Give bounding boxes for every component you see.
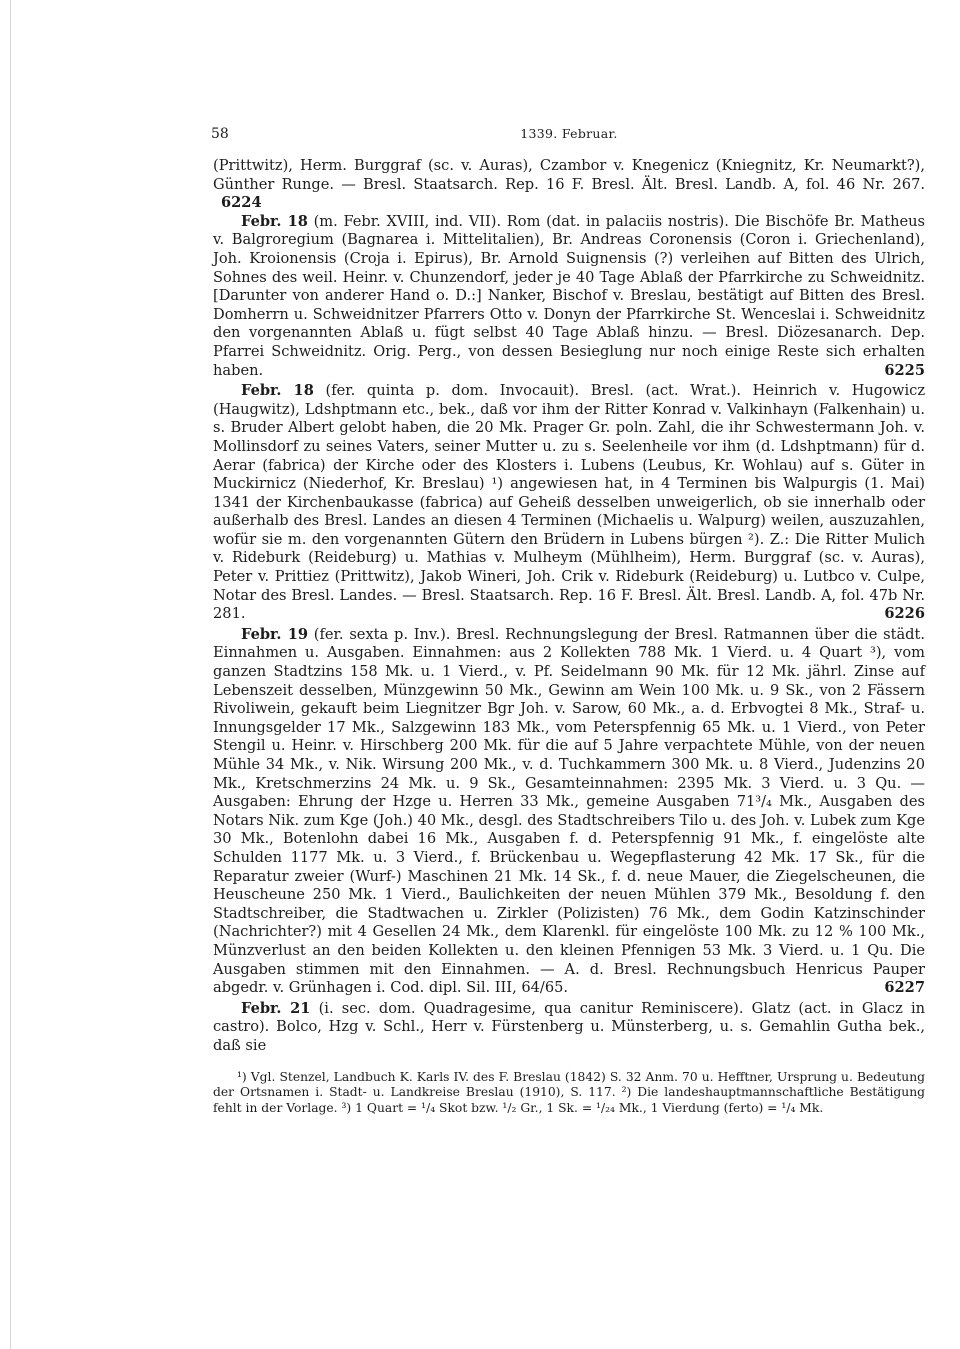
entry-date: Febr. 19 <box>241 625 309 643</box>
entry-number: 6225 <box>884 361 925 379</box>
regest-entry <box>213 626 925 998</box>
regest-entry <box>213 1000 925 1056</box>
entry-text: (i. sec. dom. Quadragesime, qua canitur Reminiscere). Glatz (act. in Glacz in castro). Bolco, Hzg v. Schl., Herr v. Fürstenberg u. Münsterberg, u. s. Gemahlin Gutha bek., daß sie <box>213 999 926 1054</box>
regest-entry <box>213 382 925 624</box>
entry-text: (fer. quinta p. dom. Invocauit). Bresl. (act. Wrat.). Heinrich v. Hugowicz (Haugwitz), Ldshptmann etc., bek., daß vor ihm der Ritter Konrad v. Valkinhayn (Falkenhain) u. s. Bruder Albert gelobt haben, die 20 Mk. Prager Gr. poln. Zahl, die ihr Schwestermann Joh. v. Mollinsdorf zu seines Vaters, seiner Mutter u. zu s. Seelenheile vor ihm (d. Ldshptmann) für d. Aerar (fabrica) der Kirche oder des Klosters i. Lubens (Leubus, Kr. Wohlau) auf s. Güter in Muckirnicz (Niederhof, Kr. Breslau) ¹) angewiesen hat, in 4 Terminen bis Walpurgis (1. Mai) 1341 der Kirchenbaukasse (fabrica) auf Geheiß desselben unweigerlich, ob sie innerhalb oder außerhalb des Bresl. Landes an diesen 4 Terminen (Michaelis u. Walpurg) weilen, auszuzahlen, wofür sie m. den vorgenannten Gütern den Brüdern in Lubens bürgen ²). Z.: Die Ritter Mulich v. Rideburk (Reideburg) u. Mathias v. Mulheym (Mühlheim), Herm. Burggraf (sc. v. Auras), Peter v. Prittiez (Prittwitz), Jakob Wineri, Joh. Crik v. Rideburk (Reideburg) u. Lutbco v. Culpe, Notar des Bresl. Landes. — Bresl. Staatsarch. Rep. 16 F. Bresl. Ält. Bresl. Landb. A, fol. 47b Nr. 281. <box>213 382 926 623</box>
scan-edge-mark <box>10 0 11 1349</box>
page-header <box>213 125 925 145</box>
entry-number: 6226 <box>884 605 925 623</box>
running-head: 1339. Februar. <box>520 126 618 141</box>
document-page <box>213 125 925 1116</box>
footnotes <box>213 1070 925 1117</box>
entry-text: (fer. sexta p. Inv.). Bresl. Rechnungslegung der Bresl. Ratmannen über die städt. Einnahmen u. Ausgaben. Einnahmen: aus 2 Kollekten 788 Mk. 1 Vierd. u. 4 Quart ³), vom ganzen Stadtzins 158 Mk. u. 1 Vierd., v. Pf. Seidelmann 90 Mk. für 12 Mk. jährl. Zinse auf Lebenszeit desselben, Münzgewinn 50 Mk., Gewinn am Wein 100 Mk. u. 9 Sk., von 2 Fässern Rivoliwein, gekauft beim Liegnitzer Bgr Joh. v. Sarow, 60 Mk., a. d. Erbvogtei 8 Mk., Straf- u. Innungsgelder 17 Mk., Salzgewinn 183 Mk., vom Peterspfennig 65 Mk. u. 1 Vierd., von Peter Stengil u. Heinr. v. Hirschberg 200 Mk. für die auf 5 Jahre verpachtete Mühle, von der neuen Mühle 34 Mk., v. Nik. Wirsung 200 Mk., v. d. Tuchkammern 300 Mk. u. 8 Vierd., Judenzins 20 Mk., Kretschmerzins 24 Mk. u. 9 Sk., Gesamteinnahmen: 2395 Mk. 3 Vierd. u. 3 Qu. — Ausgaben: Ehrung der Hzge u. Herren 33 Mk., gemeine Ausgaben 71³/₄ Mk., Ausgaben des Notars Nik. zum Kge (Joh.) 40 Mk., desgl. des Stadtschreibers Tilo u. des Joh. v. Lubek zum Kge 30 Mk., Botenlohn dabei 16 Mk., Ausgaben f. d. Peterspfennig 91 Mk., f. eingelöste alte Schulden 1177 Mk. u. 3 Vierd., f. Brückenbau u. Wegepflasterung 42 Mk. 17 Sk., für die Reparatur zweier (Wurf-) Maschinen 21 Mk. 14 Sk., f. d. neue Mauer, die Ziegelscheunen, die Heuscheune 250 Mk. 1 Vierd., Baulichkeiten der neuen Mühlen 379 Mk., Besoldung f. den Stadtschreiber, die Stadtwachen u. Zirkler (Polizisten) 76 Mk., dem Godin Katzinschinder (Nachrichter?) mit 4 Gesellen 24 Mk., dem Klarenkl. für eingelöste 100 Mk. zu 12 % 100 Mk., Münzverlust an den beiden Kollekten u. den kleinen Pfennigen 53 Mk. 3 Vierd. u. 1 Qu. Die Ausgaben stimmen mit den Einnahmen. — A. d. Bresl. Rechnungsbuch Henricus Pauper abgedr. v. Grünhagen i. Cod. dipl. Sil. III, 64/65. <box>213 625 926 997</box>
regest-entry <box>213 157 925 213</box>
regest-entry <box>213 213 925 380</box>
footnote-text: ¹) Vgl. Stenzel, Landbuch K. Karls IV. des F. Breslau (1842) S. 32 Anm. 70 u. Hefftner, Ursprung u. Bedeutung der Ortsnamen i. Stadt- u. Landkreise Breslau (1910), S. 117. ²) Die landeshauptmannschaftliche Bestätigung fehlt in der Vorlage. ³) 1 Quart = ¹/₄ Skot bzw. ¹/₂ Gr., 1 Sk. = ¹/₂₄ Mk., 1 Vierdung (ferto) = ¹/₄ Mk. <box>213 1069 925 1115</box>
page-number: 58 <box>211 126 229 142</box>
entry-date: Febr. 21 <box>241 999 311 1017</box>
entry-date: Febr. 18 <box>241 212 308 230</box>
entry-text: (m. Febr. XVIII, ind. VII). Rom (dat. in palaciis nostris). Die Bischöfe Br. Matheus v. Balgroregium (Bagnarea i. Mittelitalien), Br. Andreas Coronensis (Coron i. Griechenland), Joh. Kroionensis (Croja i. Epirus), Br. Arnold Suignensis (?) verleihen auf Bitten des Ulrich, Sohnes des weil. Heinr. v. Chunzendorf, jeder je 40 Tage Ablaß der Pfarrkirche zu Schweidnitz. [Darunter von anderer Hand o. D.:] Nanker, Bischof v. Breslau, bestätigt auf Bitten des Bresl. Domherrn u. Schweidnitzer Pfarrers Otto v. Donyn der Pfarrkirche St. Wenceslai i. Schweidnitz den vorgenannten Ablaß u. fügt selbst 40 Tage Ablaß hinzu. — Bresl. Diözesanarch. Dep. Pfarrei Schweidnitz. Orig. Perg., von dessen Besieglung nur noch einige Reste sich erhalten haben. <box>213 212 926 379</box>
entry-date: Febr. 18 <box>241 382 314 400</box>
entry-number: 6227 <box>884 979 925 997</box>
entry-text: (Prittwitz), Herm. Burggraf (sc. v. Auras), Czambor v. Knegenicz (Kniegnitz, Kr. Neumarkt?), Günther Runge. — Bresl. Staatsarch. Rep. 16 F. Bresl. Ält. Bresl. Landb. A, fol. 46 Nr. 267. <box>213 157 925 193</box>
entry-number: 6224 <box>221 194 262 212</box>
